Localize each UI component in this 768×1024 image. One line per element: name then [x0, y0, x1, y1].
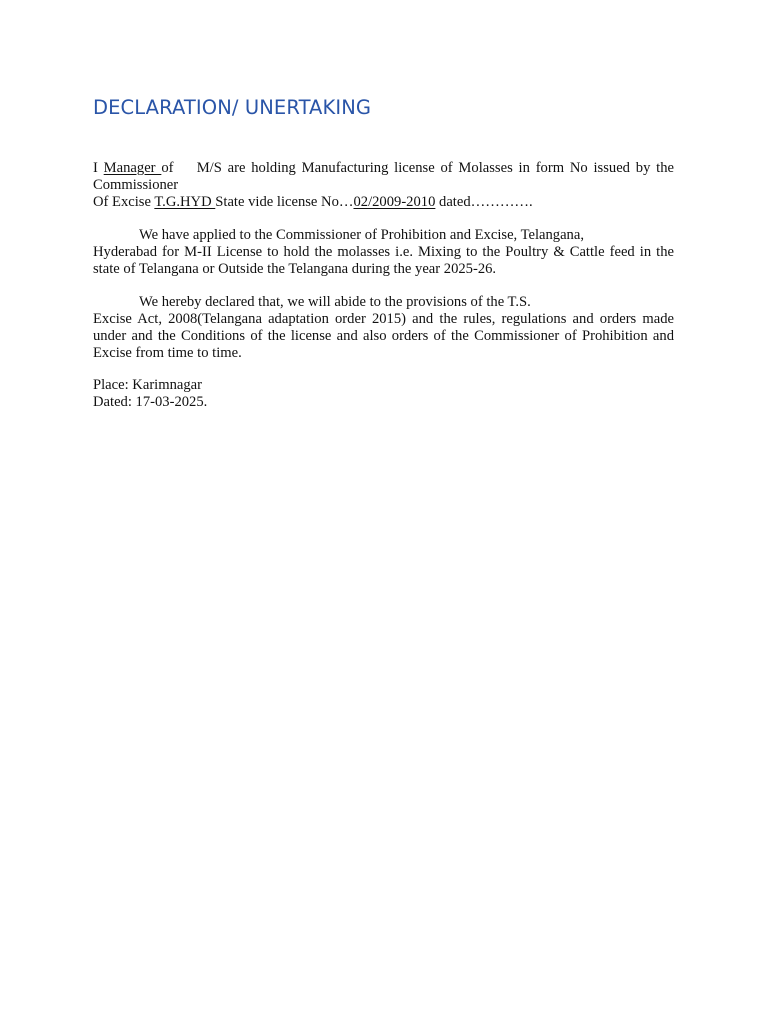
place-text: Place: Karimnagar — [93, 377, 202, 393]
paragraph-application — [93, 227, 674, 278]
declaration-first-line: We hereby declared that, we will abide to the provisions of the T.S. — [139, 294, 531, 310]
paragraph-line — [93, 194, 674, 211]
declaration-body-text: Excise Act, 2008(Telangana adaptation order 2015) and the rules, regulations and orders made under and the Conditions of the license and also orders of the Commissioner of Prohibition and Excise from time to time. — [93, 311, 674, 361]
place-code-text: T.G.HYD — [154, 194, 216, 210]
of-text: of — [161, 160, 174, 176]
pronoun-text: I — [93, 160, 98, 176]
application-body-text: Hyderabad for M-II License to hold the molasses i.e. Mixing to the Poultry & Cattle feed in the state of Telangana or Outside the Telangana during the year 2025-26. — [93, 244, 674, 277]
date-text: Dated: 17-03-2025. — [93, 394, 208, 410]
paragraph-declaration — [93, 294, 674, 362]
commissioner-text: Commissioner — [93, 177, 179, 193]
license-holder-text: M/S are holding Manufacturing license of Molasses in form No issued by the — [196, 160, 674, 176]
paragraph-line — [93, 160, 674, 177]
application-first-line: We have applied to the Commissioner of Prohibition and Excise, Telangana, — [139, 227, 584, 243]
state-vide-text: State vide license No… — [215, 194, 354, 210]
license-number-text: 02/2009-2010 — [353, 194, 436, 210]
of-excise-text: Of Excise — [93, 194, 151, 210]
dated-text: dated…………. — [435, 194, 533, 210]
paragraph-license-holder — [93, 160, 674, 211]
designation-text: Manager — [103, 160, 162, 176]
document-title: DECLARATION/ UNERTAKING — [93, 96, 372, 119]
signature-block — [93, 377, 674, 411]
paragraph-line — [93, 227, 674, 244]
paragraph-line — [93, 294, 674, 311]
